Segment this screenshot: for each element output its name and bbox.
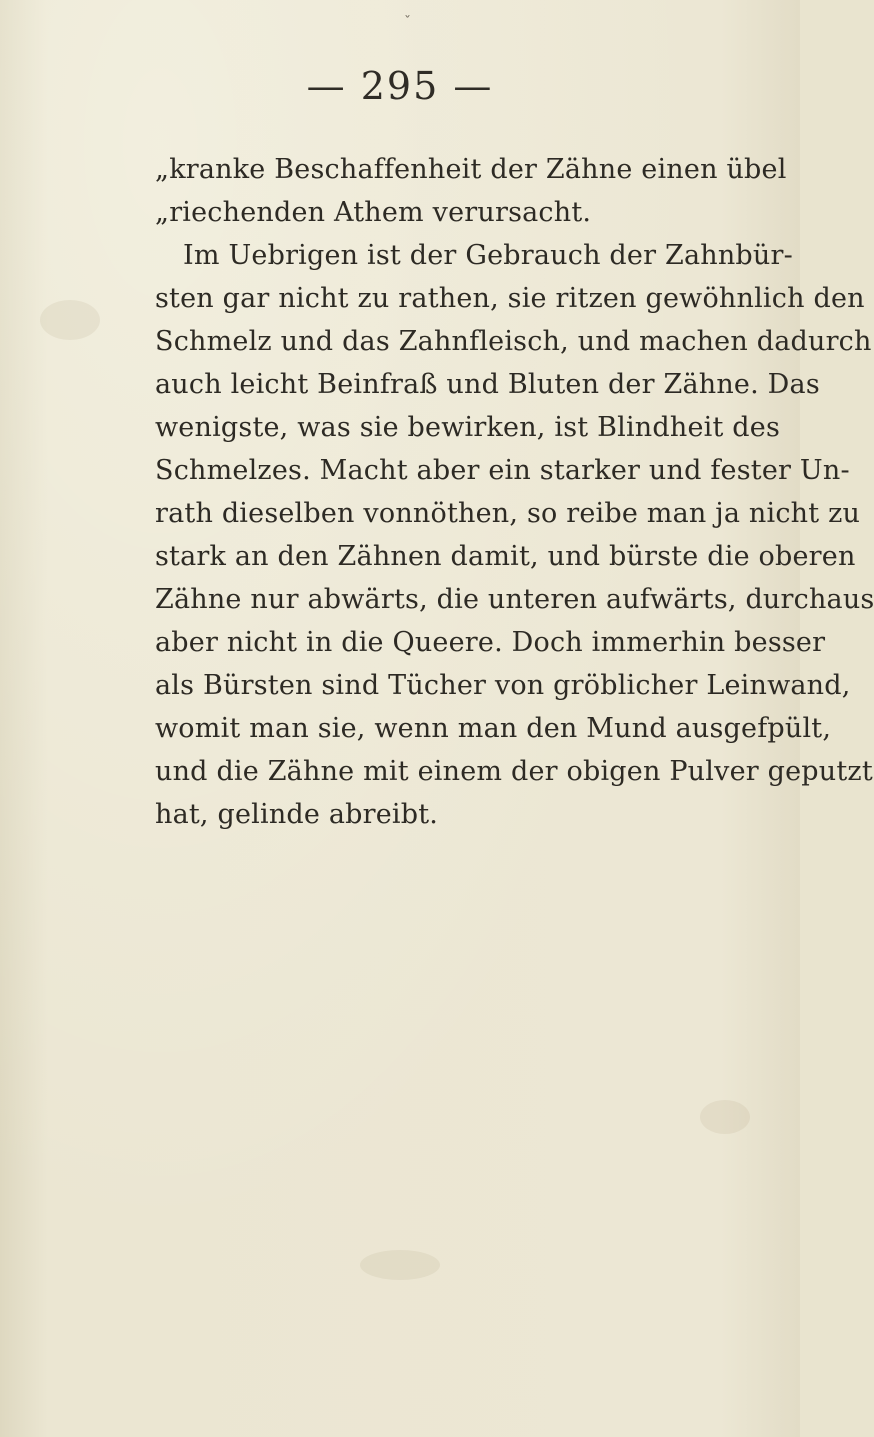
text-line: und die Zähne mit einem der obigen Pulver geputzt xyxy=(155,756,873,787)
text-line: Zähne nur abwärts, die unteren aufwärts, durchaus xyxy=(155,584,874,615)
text-line: stark an den Zähnen damit, und bürste die oberen xyxy=(155,541,856,572)
text-line: Schmelz und das Zahnfleisch, und machen dadurch xyxy=(155,326,872,357)
text-line: Schmelzes. Macht aber ein starker und fester Un- xyxy=(155,455,850,486)
text-line: auch leicht Beinfraß und Bluten der Zähne. Das xyxy=(155,369,820,400)
paper-stain xyxy=(360,1250,440,1280)
text-line: „riechenden Athem verursacht. xyxy=(155,197,592,228)
text-line: „kranke Beschaffenheit der Zähne einen übel xyxy=(155,154,787,185)
text-line: hat, gelinde abreibt. xyxy=(155,799,439,830)
text-line: sten gar nicht zu rathen, sie ritzen gewöhnlich den xyxy=(155,283,865,314)
body-text xyxy=(155,148,874,836)
paper-stain xyxy=(700,1100,750,1134)
stray-mark: ˇ xyxy=(404,14,411,30)
text-line: rath dieselben vonnöthen, so reibe man ja nicht zu xyxy=(155,498,861,529)
page-number: — 295 — xyxy=(306,64,494,108)
text-line: wenigste, was sie bewirken, ist Blindheit des xyxy=(155,412,781,443)
paper-stain xyxy=(40,300,100,340)
text-line: womit man sie, wenn man den Mund ausgefpült, xyxy=(155,713,832,744)
text-line: Im Uebrigen ist der Gebrauch der Zahnbür- xyxy=(183,240,793,271)
text-line: als Bürsten sind Tücher von gröblicher Leinwand, xyxy=(155,670,851,701)
text-line: aber nicht in die Queere. Doch immerhin besser xyxy=(155,627,826,658)
